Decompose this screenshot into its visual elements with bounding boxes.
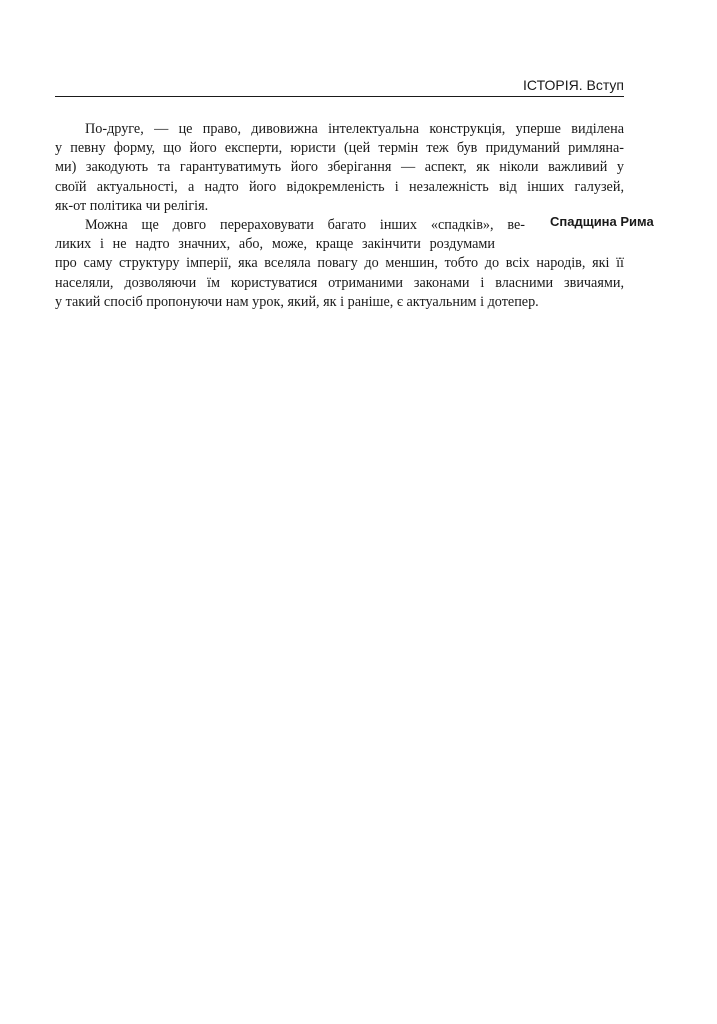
- running-header: [55, 76, 624, 97]
- text-line: ликих і не надто значних, або, може, краще закінчити роздумами: [55, 236, 495, 253]
- text-line: ми) закодують та гарантуватимуть його зберігання — аспект, як ніколи важливий у: [55, 159, 624, 176]
- body-text: [55, 120, 624, 312]
- margin-note: Спадщина Рима: [550, 214, 654, 229]
- text-line: Можна ще довго перераховувати багато інших «спадків», ве-: [85, 216, 525, 233]
- paragraph: [55, 216, 624, 312]
- section-title: ІСТОРІЯ. Вступ: [523, 77, 624, 93]
- text-line: у такий спосіб пропонуючи нам урок, який, як і раніше, є актуальним і дотепер.: [55, 293, 539, 310]
- paragraph: [55, 120, 624, 216]
- text-line: своїй актуальності, а надто його відокремленість і незалежність від інших галузей,: [55, 178, 624, 195]
- text-line: у певну форму, що його експерти, юристи (цей термін теж був придуманий римляна-: [55, 140, 624, 157]
- text-line: населяли, дозволяючи їм користуватися отриманими законами і власними звичаями,: [55, 274, 624, 291]
- text-line: про саму структуру імперії, яка вселяла повагу до меншин, тобто до всіх народів, які її: [55, 255, 624, 272]
- text-line: По-друге, — це право, дивовижна інтелектуальна конструкція, уперше виділена: [85, 121, 624, 137]
- text-line: як-от політика чи релігія.: [55, 197, 209, 214]
